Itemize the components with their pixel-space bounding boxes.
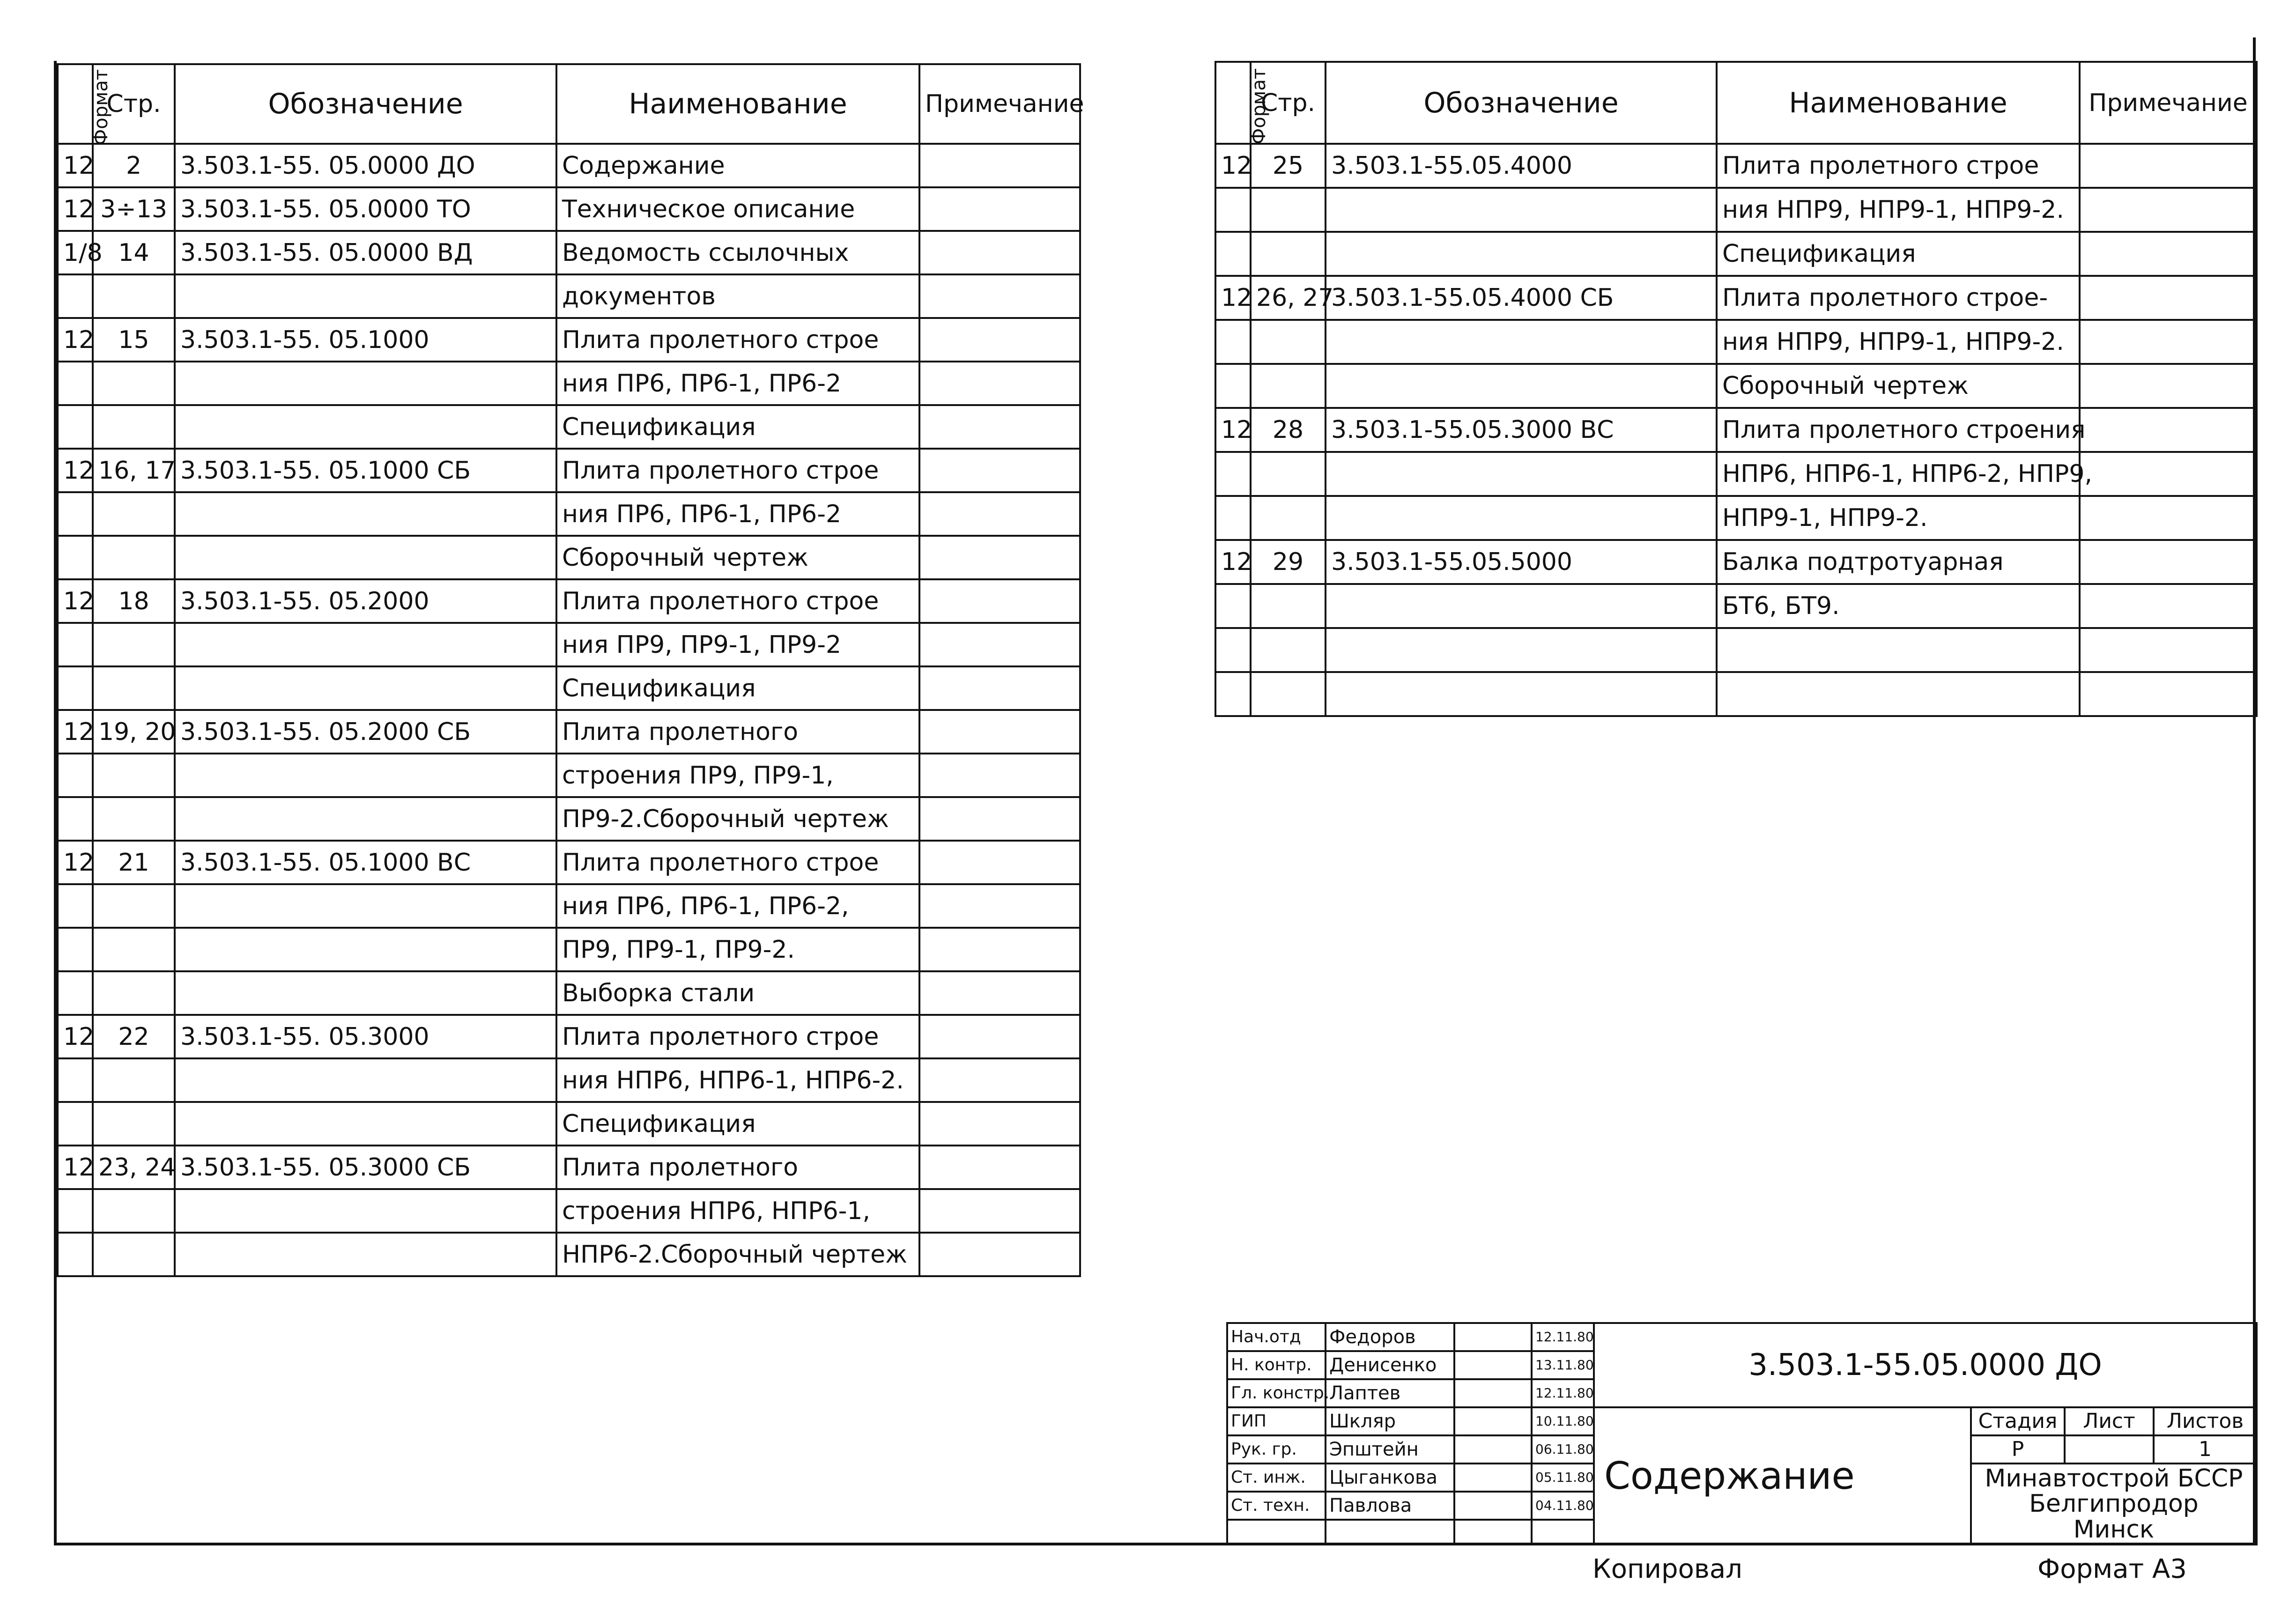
designation-cell [175,971,556,1015]
signatory-role: Рук. гр. [1227,1435,1326,1464]
format-cell: 12 [58,449,93,492]
note-cell [2080,364,2257,408]
page-cell [93,492,175,536]
page-cell: 29 [1251,540,1326,584]
name-cell: Техническое описание [556,187,919,231]
page-cell [93,1058,175,1102]
name-cell: ния НПР6, НПР6-1, НПР6-2. [556,1058,919,1102]
page-cell [93,754,175,797]
table-row [1215,540,2257,584]
document-title: Содержание [1594,1407,1971,1545]
page-cell [93,1102,175,1146]
designation-cell [1326,364,1717,408]
table-row [58,144,1080,187]
name-cell: строения НПР6, НПР6-1, [556,1189,919,1233]
page-cell [1251,628,1326,672]
designation-cell [175,928,556,971]
designation-cell: 3.503.1-55. 05.2000 [175,579,556,623]
name-cell: Плита пролетного [556,710,919,754]
name-cell [1717,672,2080,716]
name-cell: НПР6, НПР6-1, НПР6-2, НПР9, [1717,452,2080,496]
format-cell [1215,364,1251,408]
page-cell [93,1233,175,1276]
page-cell: 23, 24 [93,1146,175,1189]
signature-cell [1454,1492,1532,1520]
name-cell: Плита пролетного строения [1717,408,2080,452]
name-cell [1717,628,2080,672]
format-cell [1215,452,1251,496]
page-cell: 25 [1251,144,1326,188]
format-cell [58,274,93,318]
note-cell [919,1189,1080,1233]
signatory-role: ГИП [1227,1407,1326,1435]
note-cell [919,666,1080,710]
format-header: Формат [1215,62,1251,144]
table-row [1215,320,2257,364]
designation-cell [175,536,556,579]
note-header: Примечание [2080,62,2257,144]
format-cell [58,928,93,971]
designation-cell [175,754,556,797]
designation-cell [1326,452,1717,496]
name-cell: Плита пролетного строе [556,841,919,884]
name-cell: ния ПР6, ПР6-1, ПР6-2 [556,492,919,536]
format-cell [58,884,93,928]
sheets-label: Листов [2154,1407,2257,1435]
signatory-name: Лаптев [1326,1379,1454,1407]
page-cell [1251,496,1326,540]
name-cell: Плита пролетного строе [556,579,919,623]
table-row [1215,584,2257,628]
note-cell [919,754,1080,797]
organization-line: Белгипродор [2029,1490,2199,1518]
designation-cell [1326,188,1717,232]
page-cell: 14 [93,231,175,274]
note-cell [919,1233,1080,1276]
table-row [58,797,1080,841]
name-cell: Сборочный чертеж [556,536,919,579]
table-row [58,579,1080,623]
name-cell: Плита пролетного строе- [1717,276,2080,320]
format-cell [58,623,93,666]
note-cell [919,928,1080,971]
designation-cell: 3.503.1-55. 05.1000 СБ [175,449,556,492]
table-row [58,1146,1080,1189]
designation-cell: 3.503.1-55.05.4000 [1326,144,1717,188]
signatory-date: 05.11.80 [1532,1464,1594,1492]
name-cell: ния НПР9, НПР9-1, НПР9-2. [1717,188,2080,232]
page-cell [93,971,175,1015]
signature-cell [1454,1464,1532,1492]
table-row [58,623,1080,666]
page-cell [1251,320,1326,364]
designation-cell [175,1233,556,1276]
table-row [58,536,1080,579]
signature-cell [1454,1407,1532,1435]
designation-cell: 3.503.1-55. 05.0000 ВД [175,231,556,274]
name-cell: Плита пролетного строе [556,318,919,362]
format-cell: 1/8 [58,231,93,274]
format-cell [58,405,93,449]
note-cell [919,362,1080,405]
designation-cell: 3.503.1-55. 05.0000 ТО [175,187,556,231]
note-cell [919,1015,1080,1058]
page-cell: 18 [93,579,175,623]
name-cell: Плита пролетного строе [1717,144,2080,188]
sheet-label: Лист [2065,1407,2154,1435]
table-row [1215,232,2257,276]
page-cell [93,884,175,928]
format-cell: 12 [1215,276,1251,320]
note-cell [919,449,1080,492]
signatory-role: Гл. констр. [1227,1379,1326,1407]
note-cell [919,884,1080,928]
name-header: Наименование [556,64,919,144]
signatory-date: 13.11.80 [1532,1351,1594,1379]
signatory-role: Ст. инж. [1227,1464,1326,1492]
designation-cell: 3.503.1-55.05.5000 [1326,540,1717,584]
format-cell [1215,672,1251,716]
note-cell [2080,540,2257,584]
designation-cell [175,405,556,449]
format-cell [58,1233,93,1276]
name-cell: Содержание [556,144,919,187]
signatory-date: 12.11.80 [1532,1379,1594,1407]
table-row [1215,672,2257,716]
name-cell: ния ПР6, ПР6-1, ПР6-2 [556,362,919,405]
format-cell [58,1058,93,1102]
name-cell: БТ6, БТ9. [1717,584,2080,628]
table-row [1215,188,2257,232]
note-cell [919,405,1080,449]
designation-header: Обозначение [175,64,556,144]
table-row [58,1102,1080,1146]
table-row [58,274,1080,318]
note-cell [919,623,1080,666]
table-row [58,362,1080,405]
signatory-name: Шкляр [1326,1407,1454,1435]
format-cell [58,1189,93,1233]
designation-cell [175,1102,556,1146]
format-cell [1215,188,1251,232]
note-cell [919,536,1080,579]
signatory-date: 06.11.80 [1532,1435,1594,1464]
table-row [58,1233,1080,1276]
table-row [58,231,1080,274]
format-cell: 12 [58,1146,93,1189]
document-code: 3.503.1-55.05.0000 ДО [1594,1323,2257,1407]
page-cell: 22 [93,1015,175,1058]
stage-value: Р [1971,1435,2065,1464]
note-cell [919,274,1080,318]
name-cell: Плита пролетного строе [556,449,919,492]
note-cell [2080,628,2257,672]
designation-cell: 3.503.1-55. 05.0000 ДО [175,144,556,187]
format-cell [58,362,93,405]
name-cell: Выборка стали [556,971,919,1015]
table-row [1215,628,2257,672]
table-row [58,666,1080,710]
table-row [1215,144,2257,188]
organization-line: Минавтострой БССР [1985,1464,2243,1493]
page-cell: 16, 17 [93,449,175,492]
table-row [58,928,1080,971]
table-row [58,754,1080,797]
signatory-role: Нач.отд [1227,1323,1326,1351]
page-cell: 21 [93,841,175,884]
name-cell: ния ПР6, ПР6-1, ПР6-2, [556,884,919,928]
name-cell: Плита пролетного строе [556,1015,919,1058]
name-cell: НПР6-2.Сборочный чертеж [556,1233,919,1276]
designation-cell [175,1189,556,1233]
empty-cell [1227,1520,1326,1545]
name-cell: Спецификация [556,405,919,449]
page-cell [93,362,175,405]
table-row [58,841,1080,884]
contents-table-right [1215,61,2258,717]
signature-cell [1454,1351,1532,1379]
page-cell [93,666,175,710]
contents-table-left [57,63,1084,1277]
page-cell [1251,188,1326,232]
table-row [58,1189,1080,1233]
note-header: Примечание [919,64,1080,144]
designation-cell: 3.503.1-55. 05.3000 СБ [175,1146,556,1189]
title-block [1226,1322,2258,1545]
name-header: Наименование [1717,62,2080,144]
note-cell [2080,276,2257,320]
signatory-role: Н. контр. [1227,1351,1326,1379]
designation-cell [175,1058,556,1102]
name-cell: Спецификация [556,1102,919,1146]
designation-cell: 3.503.1-55. 05.1000 ВС [175,841,556,884]
table-row [58,971,1080,1015]
name-cell: ПР9-2.Сборочный чертеж [556,797,919,841]
note-cell [919,144,1080,187]
sheet-value [2065,1435,2154,1464]
table-row [1215,452,2257,496]
name-cell: Ведомость ссылочных [556,231,919,274]
note-cell [919,231,1080,274]
table-header-row [1215,62,2257,144]
name-cell: ния ПР9, ПР9-1, ПР9-2 [556,623,919,666]
designation-cell: 3.503.1-55. 05.1000 [175,318,556,362]
format-cell: 12 [58,318,93,362]
empty-cell [1532,1520,1594,1545]
note-cell [919,318,1080,362]
note-cell [2080,452,2257,496]
name-cell: Спецификация [556,666,919,710]
name-cell: Плита пролетного [556,1146,919,1189]
name-cell: документов [556,274,919,318]
designation-cell [175,797,556,841]
designation-cell [1326,320,1717,364]
organization-block [1971,1464,2257,1545]
format-cell: 12 [58,841,93,884]
note-cell [2080,320,2257,364]
format-cell: 12 [1215,408,1251,452]
page-cell: 3÷13 [93,187,175,231]
signature-cell [1454,1323,1532,1351]
format-cell: 12 [58,187,93,231]
table-header-row [58,64,1080,144]
page-cell: 26, 27 [1251,276,1326,320]
designation-cell: 3.503.1-55. 05.3000 [175,1015,556,1058]
format-cell [58,492,93,536]
page-cell [1251,232,1326,276]
format-cell [58,1102,93,1146]
format-cell [1215,584,1251,628]
page-cell [1251,584,1326,628]
table-row [1215,364,2257,408]
page-cell: 2 [93,144,175,187]
signatory-name: Павлова [1326,1492,1454,1520]
format-header: Формат [58,64,93,144]
format-cell: 12 [58,144,93,187]
designation-cell [1326,672,1717,716]
format-cell [58,754,93,797]
table-row [1215,276,2257,320]
note-cell [919,1146,1080,1189]
page-cell [93,405,175,449]
signatory-role: Ст. техн. [1227,1492,1326,1520]
table-row [58,1058,1080,1102]
format-cell [58,971,93,1015]
note-cell [2080,232,2257,276]
signature-cell [1454,1379,1532,1407]
note-cell [2080,144,2257,188]
note-cell [919,187,1080,231]
designation-cell [175,884,556,928]
page-cell: 15 [93,318,175,362]
designation-cell: 3.503.1-55. 05.2000 СБ [175,710,556,754]
note-cell [919,971,1080,1015]
name-cell: Спецификация [1717,232,2080,276]
note-cell [919,492,1080,536]
page-cell [93,1189,175,1233]
note-cell [919,841,1080,884]
format-cell [1215,628,1251,672]
copied-by-label: Копировал [1592,1554,1742,1584]
signatory-date: 10.11.80 [1532,1407,1594,1435]
name-cell: Балка подтротуарная [1717,540,2080,584]
format-label: Формат А3 [2037,1554,2187,1584]
name-cell: Сборочный чертеж [1717,364,2080,408]
designation-cell [175,666,556,710]
note-cell [2080,496,2257,540]
designation-cell [175,492,556,536]
table-row [58,318,1080,362]
table-row [58,710,1080,754]
table-row [58,187,1080,231]
format-cell: 12 [1215,144,1251,188]
name-cell: ПР9, ПР9-1, ПР9-2. [556,928,919,971]
name-cell: ния НПР9, НПР9-1, НПР9-2. [1717,320,2080,364]
signatory-name: Цыганкова [1326,1464,1454,1492]
signatory-name: Эпштейн [1326,1435,1454,1464]
page-cell: 28 [1251,408,1326,452]
format-cell [58,536,93,579]
stage-label: Стадия [1971,1407,2065,1435]
page-cell [93,536,175,579]
note-cell [2080,584,2257,628]
page-cell [1251,672,1326,716]
page-header: Стр. [93,64,175,144]
designation-cell [1326,232,1717,276]
page-cell [93,928,175,971]
signatory-name: Федоров [1326,1323,1454,1351]
signatory-name: Денисенко [1326,1351,1454,1379]
note-cell [919,710,1080,754]
organization-line: Минск [2073,1515,2155,1544]
page-cell [1251,452,1326,496]
signatory-date: 12.11.80 [1532,1323,1594,1351]
signature-cell [1454,1435,1532,1464]
designation-cell: 3.503.1-55.05.3000 ВС [1326,408,1717,452]
name-cell: строения ПР9, ПР9-1, [556,754,919,797]
signatory-date: 04.11.80 [1532,1492,1594,1520]
format-cell [58,797,93,841]
page-cell [1251,364,1326,408]
designation-cell [1326,628,1717,672]
format-cell [58,666,93,710]
note-cell [919,1058,1080,1102]
page-cell [93,274,175,318]
designation-cell [1326,584,1717,628]
note-cell [919,797,1080,841]
table-row [58,884,1080,928]
note-cell [2080,188,2257,232]
table-row [1215,408,2257,452]
format-cell: 12 [58,579,93,623]
designation-cell [175,623,556,666]
designation-cell: 3.503.1-55.05.4000 СБ [1326,276,1717,320]
designation-cell [1326,496,1717,540]
page-cell [93,623,175,666]
format-cell [1215,232,1251,276]
page-cell [93,797,175,841]
format-cell: 12 [58,710,93,754]
page-header: Стр. [1251,62,1326,144]
note-cell [919,1102,1080,1146]
table-row [58,449,1080,492]
format-cell [1215,496,1251,540]
format-cell [1215,320,1251,364]
table-row [58,492,1080,536]
designation-header: Обозначение [1326,62,1717,144]
name-cell: НПР9-1, НПР9-2. [1717,496,2080,540]
table-row [58,405,1080,449]
designation-cell [175,362,556,405]
note-cell [2080,672,2257,716]
table-row [1215,496,2257,540]
format-cell: 12 [1215,540,1251,584]
designation-cell [175,274,556,318]
sheets-value: 1 [2154,1435,2257,1464]
table-row [58,1015,1080,1058]
page-cell: 19, 20 [93,710,175,754]
empty-cell [1454,1520,1532,1545]
note-cell [2080,408,2257,452]
note-cell [919,579,1080,623]
empty-cell [1326,1520,1454,1545]
format-cell: 12 [58,1015,93,1058]
